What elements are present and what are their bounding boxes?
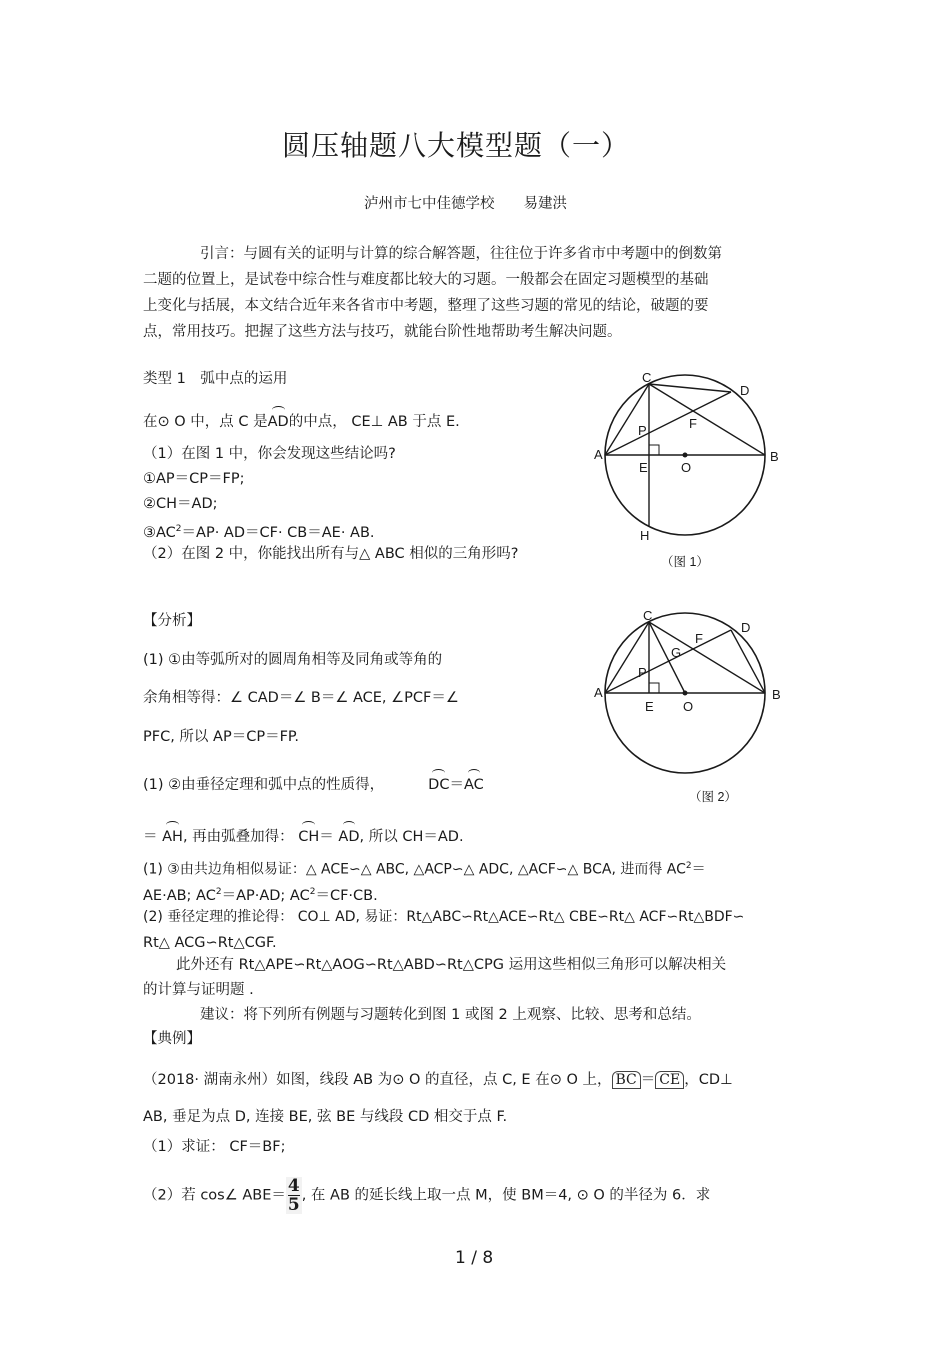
fig2-caption: （图 2） <box>689 790 737 804</box>
figure-2 <box>585 603 785 813</box>
ex-l4-text-b: , 在 AB 的延长线上取一点 M，使 BM＝4, ⊙ O 的半径为 6．求 <box>301 1187 711 1204</box>
ex-l1-text-b: ，CD⊥ <box>684 1072 733 1088</box>
intro-line-1: 引言：与圆有关的证明与计算的综合解答题，往往位于许多省市中考题中的倒数第 <box>200 246 722 262</box>
analysis-line-9: Rt△ ACG∽Rt△CGF. <box>143 935 277 951</box>
analysis-line-11: 的计算与证明题 . <box>143 982 254 998</box>
analysis-line-3: PFC, 所以 AP＝CP＝FP. <box>143 729 300 745</box>
l5-text-d: , 所以 CH＝AD. <box>359 829 464 845</box>
fig2-label-g: G <box>671 645 682 660</box>
fig1-right-angle <box>649 445 659 455</box>
analysis-line-4 <box>143 775 484 795</box>
analysis-line-6 <box>143 856 706 880</box>
intro-line-3: 上变化与括展，本文结合近年来各省市中考题，整理了这些习题的常见的结论，破题的要 <box>143 298 709 314</box>
ex-l1-text: （2018· 湖南永州）如图，线段 AB 为⊙ O 的直径，点 C, E 在⊙ O 上， <box>143 1072 612 1088</box>
premise-text-a: 在⊙ O 中，点 C 是 <box>143 414 268 430</box>
fig1-caption: （图 1） <box>661 555 709 569</box>
fig1-label-c: C <box>642 370 652 385</box>
type1-question-2: （2）在图 2 中，你能找出所有与△ ABC 相似的三角形吗? <box>143 546 519 562</box>
fig1-center-dot <box>683 453 688 458</box>
l7-text-b: ＝AP·AD; AC <box>221 887 310 904</box>
author-line: 泸州市七中佳德学校 易建洪 <box>364 196 567 212</box>
example-line-3: （1）求证： CF＝BF; <box>143 1139 286 1155</box>
example-line-1 <box>143 1070 733 1090</box>
page-title: 圆压轴题八大模型题（一） <box>282 129 631 162</box>
c3-text-b: ＝AP· AD＝CF· CB＝AE· AB. <box>181 524 375 541</box>
fig2-label-o: O <box>683 699 694 714</box>
fraction-4-5 <box>286 1177 302 1214</box>
analysis-line-12: 建议：将下列所有例题与习题转化到图 1 或图 2 上观察、比较、思考和总结。 <box>200 1007 701 1023</box>
example-heading: 【典例】 <box>143 1031 201 1047</box>
l4-text: (1) ②由垂径定理和弧中点的性质得， <box>143 777 385 793</box>
fig2-line-db <box>731 630 765 693</box>
c3-superscript: 2 <box>175 524 182 534</box>
analysis-line-1: (1) ①由等弧所对的圆周角相等及同角或等角的 <box>143 652 443 668</box>
page-number: 1 / 8 <box>455 1248 494 1268</box>
intro-line-4: 点，常用技巧。把握了这些方法与技巧，就能台阶性地帮助考生解决问题。 <box>143 324 622 340</box>
fig2-label-d: D <box>741 620 751 635</box>
fig2-label-p: P <box>638 665 647 680</box>
fraction-numerator: 4 <box>287 1176 300 1196</box>
arc-bc: BC <box>612 1071 641 1089</box>
fig2-label-e: E <box>645 699 654 714</box>
type1-question-1: （1）在图 1 中，你会发现这些结论吗? <box>143 446 396 462</box>
type1-premise <box>143 412 460 432</box>
arc-ce: CE <box>655 1071 684 1089</box>
fig2-label-b: B <box>772 687 781 702</box>
l5-text-b: , 再由弧叠加得： <box>182 829 299 845</box>
arc-ad: AD <box>267 414 289 430</box>
type1-heading: 类型 1 弧中点的运用 <box>143 371 288 387</box>
fig2-label-a: A <box>594 685 603 700</box>
l7-superscript-2: 2 <box>309 887 316 897</box>
arc-ad-2: AD <box>338 829 360 845</box>
fig1-label-p: P <box>638 423 647 438</box>
type1-conclusion-2: ②CH＝AD; <box>143 496 218 512</box>
fig1-label-o: O <box>681 460 692 475</box>
arc-ah: AH <box>162 829 183 845</box>
fraction-denominator: 5 <box>287 1195 300 1215</box>
fig1-label-f: F <box>689 416 697 431</box>
l4-equals: ＝ <box>449 777 464 793</box>
analysis-line-10: 此外还有 Rt△APE∽Rt△AOG∽Rt△ABD∽Rt△CPG 运用这些相似三角形可以解决相关 <box>176 957 727 973</box>
fig2-label-f: F <box>695 631 703 646</box>
analysis-line-7 <box>143 882 378 906</box>
l6-text: (1) ③由共边角相似易证：△ ACE∽△ ABC, △ACP∽△ ADC, △ACF∽△ BCA, 进而得 AC <box>143 861 686 878</box>
l7-text-a: AE·AB; AC <box>143 887 216 904</box>
type1-conclusion-1: ①AP＝CP＝FP; <box>143 471 245 487</box>
arc-ch: CH <box>298 829 320 845</box>
fig2-label-c: C <box>643 608 653 623</box>
type1-conclusion-3 <box>143 519 375 543</box>
fig2-center-dot <box>683 691 688 696</box>
fig2-right-angle <box>649 683 659 693</box>
arc-ac: AC <box>463 777 484 793</box>
l7-superscript-1: 2 <box>215 887 222 897</box>
intro-line-2: 二题的位置上，是试卷中综合性与难度都比较大的习题。一般都会在固定习题模型的基础 <box>143 272 709 288</box>
l6-equals: ＝ <box>691 861 706 878</box>
fig1-label-a: A <box>594 447 603 462</box>
l7-text-c: ＝CF·CB. <box>315 887 378 904</box>
analysis-line-8: (2) 垂径定理的推论得： CO⊥ AD, 易证：Rt△ABC∽Rt△ACE∽Rt△ CBE∽Rt△ ACF∽Rt△BDF∽ <box>143 909 745 925</box>
analysis-line-5 <box>143 827 464 847</box>
fig1-label-e: E <box>639 460 648 475</box>
arc-dc: DC <box>428 777 450 793</box>
fig1-label-d: D <box>740 383 750 398</box>
analysis-heading: 【分析】 <box>143 613 201 629</box>
analysis-line-2: 余角相等得：∠ CAD＝∠ B＝∠ ACE, ∠PCF＝∠ <box>143 690 459 706</box>
l5-equals-2: ＝ <box>319 829 334 845</box>
fig1-label-b: B <box>770 449 779 464</box>
fig1-label-h: H <box>640 528 650 543</box>
example-line-2: AB, 垂足为点 D, 连接 BE, 弦 BE 与线段 CD 相交于点 F. <box>143 1109 508 1125</box>
c3-text-a: ③AC <box>143 524 176 541</box>
figure-1 <box>585 365 785 580</box>
example-line-4 <box>143 1177 710 1214</box>
l6-superscript: 2 <box>685 861 692 871</box>
ex-equals: ＝ <box>640 1072 656 1088</box>
l5-equals: ＝ <box>143 829 158 845</box>
ex-l4-text-a: （2）若 cos∠ ABE＝ <box>143 1187 286 1204</box>
premise-text-b: 的中点， CE⊥ AB 于点 E. <box>288 414 460 430</box>
